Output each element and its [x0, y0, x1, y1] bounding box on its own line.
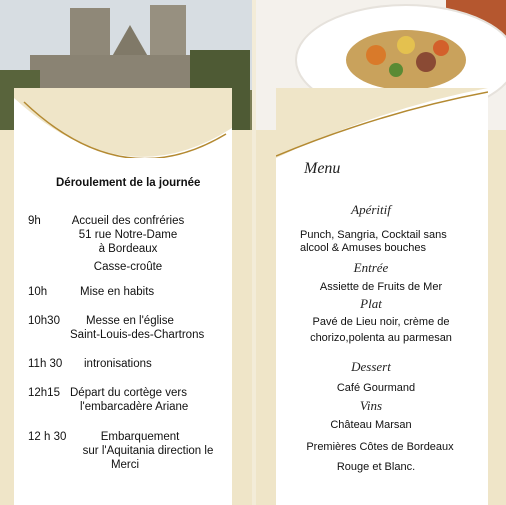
schedule-line: Mise en habits: [80, 286, 155, 298]
schedule-line: Casse-croûte: [93, 261, 163, 273]
schedule-line: à Bordeaux: [98, 243, 158, 255]
menu-line: Punch, Sangria, Cocktail sans: [300, 229, 447, 241]
arch-border: [14, 88, 232, 158]
schedule-line: 51 rue Notre-Dame: [78, 229, 178, 241]
menu-line: chorizo,polenta au parmesan: [310, 332, 452, 344]
schedule-time: 12h15: [28, 387, 60, 399]
schedule-line: l'embarcadère Ariane: [80, 401, 189, 413]
schedule-line: Départ du cortège vers: [70, 387, 187, 399]
menu-line: Pavé de Lieu noir, crème de: [312, 316, 450, 328]
menu-heading: Plat: [360, 296, 382, 311]
arch-border: [276, 88, 488, 158]
schedule-time: 11h 30: [28, 358, 63, 370]
schedule-line: sur l'Aquitania direction le: [82, 445, 214, 457]
schedule-line: Accueil des confréries: [71, 215, 185, 227]
schedule-line: intronisations: [84, 358, 152, 370]
menu-line: Café Gourmand: [336, 382, 416, 394]
schedule-time: 10h30: [28, 315, 60, 327]
schedule-time: 10h: [28, 286, 48, 298]
menu-line: Assiette de Fruits de Mer: [319, 281, 443, 293]
menu-panel: [256, 0, 506, 505]
schedule-time: 12 h 30: [28, 431, 67, 443]
menu-line: alcool & Amuses bouches: [300, 242, 426, 254]
menu-heading: Apéritif: [351, 202, 391, 217]
schedule-panel: [0, 0, 252, 505]
menu-heading: Dessert: [351, 359, 391, 374]
menu-line: Rouge et Blanc.: [336, 461, 416, 473]
menu-heading: Vins: [359, 398, 383, 413]
menu-line: Château Marsan: [330, 419, 412, 431]
schedule-line: Messe en l'église: [86, 315, 174, 327]
menu-heading: Entrée: [353, 260, 389, 275]
schedule-line: Saint-Louis-des-Chartrons: [70, 329, 205, 341]
menu-line: Premières Côtes de Bordeaux: [306, 441, 454, 453]
schedule-line: Merci: [110, 459, 140, 471]
schedule-title: Déroulement de la journée: [56, 177, 201, 189]
schedule-time: 9h: [28, 215, 41, 227]
menu-title: Menu: [304, 160, 341, 177]
schedule-line: Embarquement: [100, 431, 180, 443]
